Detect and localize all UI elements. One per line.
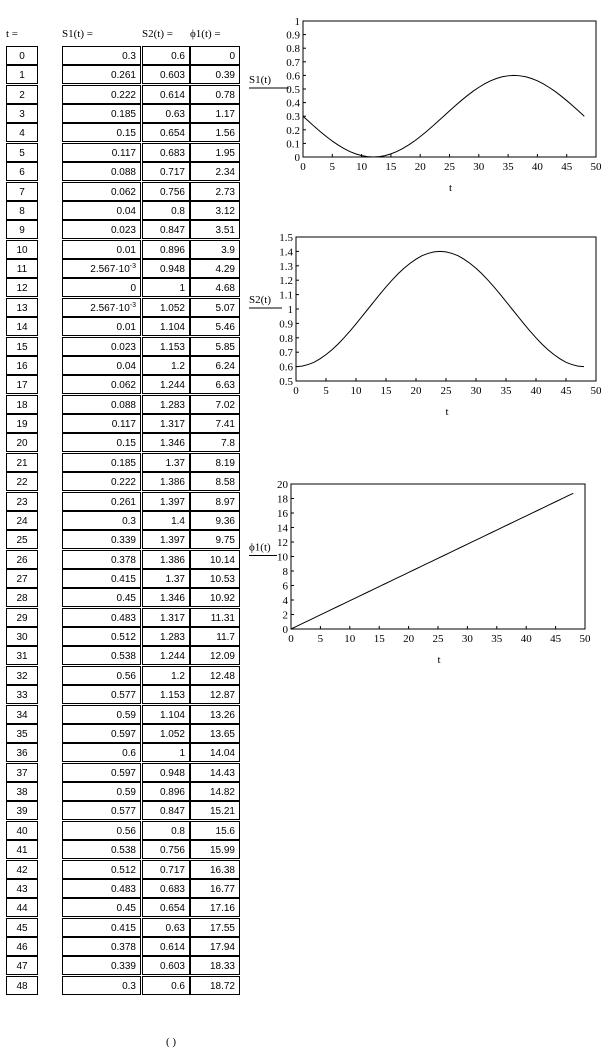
chart-1-xtick-label: 15 [380, 385, 392, 397]
chart-0-xtick-label: 45 [561, 161, 573, 173]
chart-1-ytick-label: 1.4 [279, 246, 293, 259]
cell-s1-24: 0.3 [62, 511, 141, 530]
cell-t-27: 27 [6, 569, 38, 588]
chart-2-ytick-label: 2 [282, 609, 288, 622]
chart-0-xtick-label: 30 [473, 161, 485, 173]
cell-phi-38: 14.82 [190, 782, 240, 801]
cell-t-42: 42 [6, 860, 38, 879]
cell-t-34: 34 [6, 705, 38, 724]
cell-phi-0: 0 [190, 46, 240, 65]
cell-phi-23: 8.97 [190, 492, 240, 511]
cell-s1-45: 0.415 [62, 918, 141, 937]
cell-t-16: 16 [6, 356, 38, 375]
cell-s2-25: 1.397 [142, 530, 190, 549]
cell-s2-17: 1.244 [142, 375, 190, 394]
cell-phi-8: 3.12 [190, 201, 240, 220]
cell-t-0: 0 [6, 46, 38, 65]
chart-2-xtick-label: 50 [579, 633, 591, 645]
cell-t-35: 35 [6, 724, 38, 743]
cell-s2-8: 0.8 [142, 201, 190, 220]
cell-s1-39: 0.577 [62, 801, 141, 820]
chart-2-ylabel: ϕ1(t) [249, 541, 271, 554]
cell-s1-26: 0.378 [62, 550, 141, 569]
cell-t-10: 10 [6, 240, 38, 259]
cell-s2-18: 1.283 [142, 395, 190, 414]
cell-phi-48: 18.72 [190, 976, 240, 995]
cell-phi-46: 17.94 [190, 937, 240, 956]
cell-s1-19: 0.117 [62, 414, 141, 433]
cell-s1-43: 0.483 [62, 879, 141, 898]
cell-s1-13: $2.567\cdot 10^{-3}$ [62, 298, 141, 317]
cell-phi-37: 14.43 [190, 763, 240, 782]
chart-0-ytick-label: 0.9 [286, 29, 300, 42]
chart-0-ytick-label: 0.6 [286, 70, 300, 83]
cell-s1-29: 0.483 [62, 608, 141, 627]
cell-phi-1: 0.39 [190, 65, 240, 84]
cell-s2-15: 1.153 [142, 337, 190, 356]
cell-t-46: 46 [6, 937, 38, 956]
cell-s2-26: 1.386 [142, 550, 190, 569]
chart-2-ytick-label: 18 [277, 493, 288, 506]
cell-phi-7: 2.73 [190, 182, 240, 201]
chart-2-ytick-label: 6 [282, 580, 288, 593]
cell-t-43: 43 [6, 879, 38, 898]
chart-2-ytick-label: 16 [277, 508, 288, 520]
cell-s1-40: 0.56 [62, 821, 141, 840]
cell-s2-39: 0.847 [142, 801, 190, 820]
cell-phi-22: 8.58 [190, 472, 240, 491]
chart-1-ytick-label: 0.5 [279, 376, 293, 388]
chart-0-xtick-label: 20 [414, 161, 426, 173]
chart-1-ylabel: S2(t) [249, 294, 271, 306]
cell-s2-11: 0.948 [142, 259, 190, 278]
chart-2-xlabel: t [437, 654, 441, 666]
cell-s1-37: 0.597 [62, 763, 141, 782]
cell-s1-2: 0.222 [62, 85, 141, 104]
chart-1-ytick-label: 0.6 [279, 361, 293, 374]
cell-t-29: 29 [6, 608, 38, 627]
cell-t-3: 3 [6, 104, 38, 123]
cell-s2-29: 1.317 [142, 608, 190, 627]
cell-phi-17: 6.63 [190, 375, 240, 394]
cell-phi-24: 9.36 [190, 511, 240, 530]
cell-s2-33: 1.153 [142, 685, 190, 704]
cell-t-18: 18 [6, 395, 38, 414]
cell-s2-7: 0.756 [142, 182, 190, 201]
chart-1-ytick-label: 1 [287, 304, 293, 316]
chart-0-ytick-label: 0.5 [286, 84, 300, 96]
cell-phi-15: 5.85 [190, 337, 240, 356]
cell-t-13: 13 [6, 298, 38, 317]
cell-s1-28: 0.45 [62, 588, 141, 607]
cell-phi-34: 13.26 [190, 705, 240, 724]
cell-t-25: 25 [6, 530, 38, 549]
chart-0-xtick-label: 5 [329, 161, 336, 173]
cell-s2-45: 0.63 [142, 918, 190, 937]
cell-phi-9: 3.51 [190, 220, 240, 239]
cell-s1-21: 0.185 [62, 453, 141, 472]
cell-t-20: 20 [6, 433, 38, 452]
cell-phi-5: 1.95 [190, 143, 240, 162]
cell-s1-7: 0.062 [62, 182, 141, 201]
chart-1-xtick-label: 50 [590, 385, 602, 397]
chart-2-xtick-label: 30 [461, 633, 473, 645]
cell-t-39: 39 [6, 801, 38, 820]
cell-s2-34: 1.104 [142, 705, 190, 724]
cell-s1-32: 0.56 [62, 666, 141, 685]
cell-s1-16: 0.04 [62, 356, 141, 375]
cell-t-2: 2 [6, 85, 38, 104]
cell-t-1: 1 [6, 65, 38, 84]
cell-phi-19: 7.41 [190, 414, 240, 433]
cell-s2-13: 1.052 [142, 298, 190, 317]
cell-s1-42: 0.512 [62, 860, 141, 879]
cell-s1-31: 0.538 [62, 646, 141, 665]
cell-phi-4: 1.56 [190, 123, 240, 142]
cell-s1-30: 0.512 [62, 627, 141, 646]
cell-phi-29: 11.31 [190, 608, 240, 627]
cell-phi-14: 5.46 [190, 317, 240, 336]
cell-phi-11: 4.29 [190, 259, 240, 278]
cell-s2-41: 0.756 [142, 840, 190, 859]
cell-t-5: 5 [6, 143, 38, 162]
chart-0-ytick-label: 0 [294, 152, 300, 164]
header-s1: S1(t) = [62, 28, 93, 40]
cell-phi-42: 16.38 [190, 860, 240, 879]
cell-t-32: 32 [6, 666, 38, 685]
chart-1-ytick-label: 0.8 [279, 332, 293, 345]
cell-phi-18: 7.02 [190, 395, 240, 414]
cell-phi-27: 10.53 [190, 569, 240, 588]
cell-t-4: 4 [6, 123, 38, 142]
cell-s2-10: 0.896 [142, 240, 190, 259]
cell-phi-47: 18.33 [190, 956, 240, 975]
chart-1-xtick-label: 0 [293, 385, 299, 397]
cell-s1-5: 0.117 [62, 143, 141, 162]
cell-s2-43: 0.683 [142, 879, 190, 898]
cell-t-12: 12 [6, 278, 38, 297]
cell-phi-26: 10.14 [190, 550, 240, 569]
chart-1-ytick-label: 1.2 [279, 275, 293, 288]
cell-s2-42: 0.717 [142, 860, 190, 879]
chart-0-ytick-label: 0.1 [286, 138, 300, 151]
cell-s1-35: 0.597 [62, 724, 141, 743]
cell-t-22: 22 [6, 472, 38, 491]
cell-phi-20: 7.8 [190, 433, 240, 452]
cell-s2-14: 1.104 [142, 317, 190, 336]
cell-s1-44: 0.45 [62, 898, 141, 917]
cell-phi-45: 17.55 [190, 918, 240, 937]
cell-s2-16: 1.2 [142, 356, 190, 375]
chart-0-xtick-label: 40 [531, 161, 543, 173]
cell-t-21: 21 [6, 453, 38, 472]
cell-s2-46: 0.614 [142, 937, 190, 956]
cell-t-36: 36 [6, 743, 38, 762]
cell-t-14: 14 [6, 317, 38, 336]
cell-t-33: 33 [6, 685, 38, 704]
chart-2-ytick-label: 12 [277, 537, 288, 549]
chart-0-series-line [303, 75, 584, 157]
cell-s1-14: 0.01 [62, 317, 141, 336]
chart-0-xtick-label: 35 [502, 161, 514, 173]
chart-1-xtick-label: 20 [410, 385, 422, 397]
cell-phi-10: 3.9 [190, 240, 240, 259]
cell-s1-0: 0.3 [62, 46, 141, 65]
chart-2-series-line [291, 493, 573, 629]
cell-phi-13: 5.07 [190, 298, 240, 317]
footer-mark: ( ) [166, 1036, 177, 1048]
cell-s2-19: 1.317 [142, 414, 190, 433]
cell-s1-18: 0.088 [62, 395, 141, 414]
cell-t-9: 9 [6, 220, 38, 239]
cell-s1-9: 0.023 [62, 220, 141, 239]
cell-phi-16: 6.24 [190, 356, 240, 375]
chart-0-xtick-label: 25 [444, 161, 455, 173]
cell-s1-12: 0 [62, 278, 141, 297]
cell-s2-48: 0.6 [142, 976, 190, 995]
cell-phi-28: 10.92 [190, 588, 240, 607]
chart-0-ytick-label: 0.3 [286, 111, 300, 124]
chart-2-xtick-label: 15 [373, 633, 385, 645]
cell-phi-39: 15.21 [190, 801, 240, 820]
chart-1-xtick-label: 35 [500, 385, 512, 397]
chart-1-ytick-label: 1.1 [279, 289, 293, 302]
cell-s1-41: 0.538 [62, 840, 141, 859]
chart-2-xtick-label: 5 [317, 633, 324, 645]
cell-s1-4: 0.15 [62, 123, 141, 142]
cell-t-15: 15 [6, 337, 38, 356]
cell-t-47: 47 [6, 956, 38, 975]
chart-2-xtick-label: 35 [491, 633, 503, 645]
chart-2-xtick-label: 25 [432, 633, 444, 645]
chart-2-ytick-label: 14 [277, 522, 288, 535]
cell-t-6: 6 [6, 162, 38, 181]
cell-s2-37: 0.948 [142, 763, 190, 782]
cell-s1-22: 0.222 [62, 472, 141, 491]
cell-t-8: 8 [6, 201, 38, 220]
cell-s2-36: 1 [142, 743, 190, 762]
cell-s1-6: 0.088 [62, 162, 141, 181]
chart-0-xtick-label: 50 [590, 161, 602, 173]
chart-0-xtick-label: 0 [300, 161, 306, 173]
cell-s2-2: 0.614 [142, 85, 190, 104]
cell-s1-47: 0.339 [62, 956, 141, 975]
chart-2-ytick-label: 0 [282, 624, 288, 636]
chart-0-ytick-label: 1 [294, 16, 300, 28]
cell-s2-28: 1.346 [142, 588, 190, 607]
chart-1-xtick-label: 45 [560, 385, 572, 397]
cell-s1-25: 0.339 [62, 530, 141, 549]
cell-t-11: 11 [6, 259, 38, 278]
chart-2-ytick-label: 10 [277, 551, 288, 564]
cell-t-48: 48 [6, 976, 38, 995]
chart-0-ylabel: S1(t) [249, 74, 271, 86]
cell-s2-5: 0.683 [142, 143, 190, 162]
chart-1-ytick-label: 0.9 [279, 318, 293, 331]
cell-s1-48: 0.3 [62, 976, 141, 995]
cell-t-17: 17 [6, 375, 38, 394]
cell-s2-27: 1.37 [142, 569, 190, 588]
cell-s1-17: 0.062 [62, 375, 141, 394]
cell-phi-33: 12.87 [190, 685, 240, 704]
chart-2-xtick-label: 45 [550, 633, 562, 645]
cell-s2-47: 0.603 [142, 956, 190, 975]
cell-s1-10: 0.01 [62, 240, 141, 259]
chart-0-xtick-label: 10 [356, 161, 368, 173]
cell-s1-15: 0.023 [62, 337, 141, 356]
chart-0-ytick-label: 0.7 [286, 56, 300, 69]
cell-t-40: 40 [6, 821, 38, 840]
cell-s2-12: 1 [142, 278, 190, 297]
chart-1-xtick-label: 25 [440, 385, 452, 397]
cell-t-44: 44 [6, 898, 38, 917]
chart-1-ytick-label: 1.5 [279, 232, 293, 244]
cell-s2-9: 0.847 [142, 220, 190, 239]
chart-1-ytick-label: 0.7 [279, 347, 293, 360]
cell-s1-3: 0.185 [62, 104, 141, 123]
cell-t-7: 7 [6, 182, 38, 201]
cell-s2-38: 0.896 [142, 782, 190, 801]
cell-t-19: 19 [6, 414, 38, 433]
cell-s2-24: 1.4 [142, 511, 190, 530]
chart-1-ytick-label: 1.3 [279, 260, 293, 273]
cell-phi-43: 16.77 [190, 879, 240, 898]
cell-phi-21: 8.19 [190, 453, 240, 472]
chart-0-ytick-label: 0.2 [286, 124, 300, 137]
cell-t-37: 37 [6, 763, 38, 782]
chart-2-ytick-label: 4 [282, 595, 288, 607]
chart-0-ytick-label: 0.4 [286, 97, 300, 110]
header-t: t = [6, 28, 19, 40]
cell-phi-41: 15.99 [190, 840, 240, 859]
cell-s1-1: 0.261 [62, 65, 141, 84]
cell-phi-25: 9.75 [190, 530, 240, 549]
cell-s2-4: 0.654 [142, 123, 190, 142]
cell-s2-31: 1.244 [142, 646, 190, 665]
cell-s1-38: 0.59 [62, 782, 141, 801]
cell-s2-1: 0.603 [142, 65, 190, 84]
cell-s2-23: 1.397 [142, 492, 190, 511]
chart-1-xtick-label: 30 [470, 385, 482, 397]
cell-s2-0: 0.6 [142, 46, 190, 65]
cell-phi-6: 2.34 [190, 162, 240, 181]
cell-s2-44: 0.654 [142, 898, 190, 917]
chart-1-xtick-label: 10 [350, 385, 362, 397]
cell-phi-31: 12.09 [190, 646, 240, 665]
cell-s1-46: 0.378 [62, 937, 141, 956]
chart-2-xtick-label: 0 [288, 633, 294, 645]
cell-phi-35: 13.65 [190, 724, 240, 743]
cell-phi-36: 14.04 [190, 743, 240, 762]
cell-t-24: 24 [6, 511, 38, 530]
header-s2: S2(t) = [142, 28, 173, 40]
cell-s2-20: 1.346 [142, 433, 190, 452]
chart-2-xtick-label: 10 [344, 633, 356, 645]
cell-s2-22: 1.386 [142, 472, 190, 491]
cell-s2-30: 1.283 [142, 627, 190, 646]
cell-s2-21: 1.37 [142, 453, 190, 472]
chart-1-series-line [296, 251, 584, 366]
cell-phi-44: 17.16 [190, 898, 240, 917]
cell-phi-30: 11.7 [190, 627, 240, 646]
cell-s2-32: 1.2 [142, 666, 190, 685]
cell-s1-36: 0.6 [62, 743, 141, 762]
cell-t-30: 30 [6, 627, 38, 646]
cell-s2-6: 0.717 [142, 162, 190, 181]
cell-s1-33: 0.577 [62, 685, 141, 704]
cell-phi-32: 12.48 [190, 666, 240, 685]
chart-1-xtick-label: 40 [530, 385, 542, 397]
chart-0-ytick-label: 0.8 [286, 43, 300, 56]
cell-s1-34: 0.59 [62, 705, 141, 724]
cell-s2-3: 0.63 [142, 104, 190, 123]
cell-t-26: 26 [6, 550, 38, 569]
cell-s1-20: 0.15 [62, 433, 141, 452]
cell-s1-11: $2.567\cdot 10^{-3}$ [62, 259, 141, 278]
cell-s1-27: 0.415 [62, 569, 141, 588]
cell-phi-2: 0.78 [190, 85, 240, 104]
cell-phi-40: 15.6 [190, 821, 240, 840]
cell-s2-40: 0.8 [142, 821, 190, 840]
chart-1-xlabel: t [445, 406, 449, 418]
chart-0-xtick-label: 15 [385, 161, 397, 173]
chart-1-xtick-label: 5 [323, 385, 329, 397]
chart-2-xtick-label: 20 [403, 633, 415, 645]
cell-phi-3: 1.17 [190, 104, 240, 123]
chart-2-ytick-label: 8 [282, 566, 288, 578]
chart-1-frame [296, 237, 596, 381]
cell-s1-8: 0.04 [62, 201, 141, 220]
cell-t-23: 23 [6, 492, 38, 511]
cell-t-38: 38 [6, 782, 38, 801]
cell-phi-12: 4.68 [190, 278, 240, 297]
cell-t-28: 28 [6, 588, 38, 607]
cell-t-45: 45 [6, 918, 38, 937]
cell-t-31: 31 [6, 646, 38, 665]
chart-2-xtick-label: 40 [520, 633, 532, 645]
cell-s2-35: 1.052 [142, 724, 190, 743]
chart-0-xlabel: t [448, 182, 453, 194]
cell-t-41: 41 [6, 840, 38, 859]
chart-2-ytick-label: 20 [277, 479, 288, 491]
cell-s1-23: 0.261 [62, 492, 141, 511]
header-phi: ϕ1(t) = [190, 28, 221, 40]
